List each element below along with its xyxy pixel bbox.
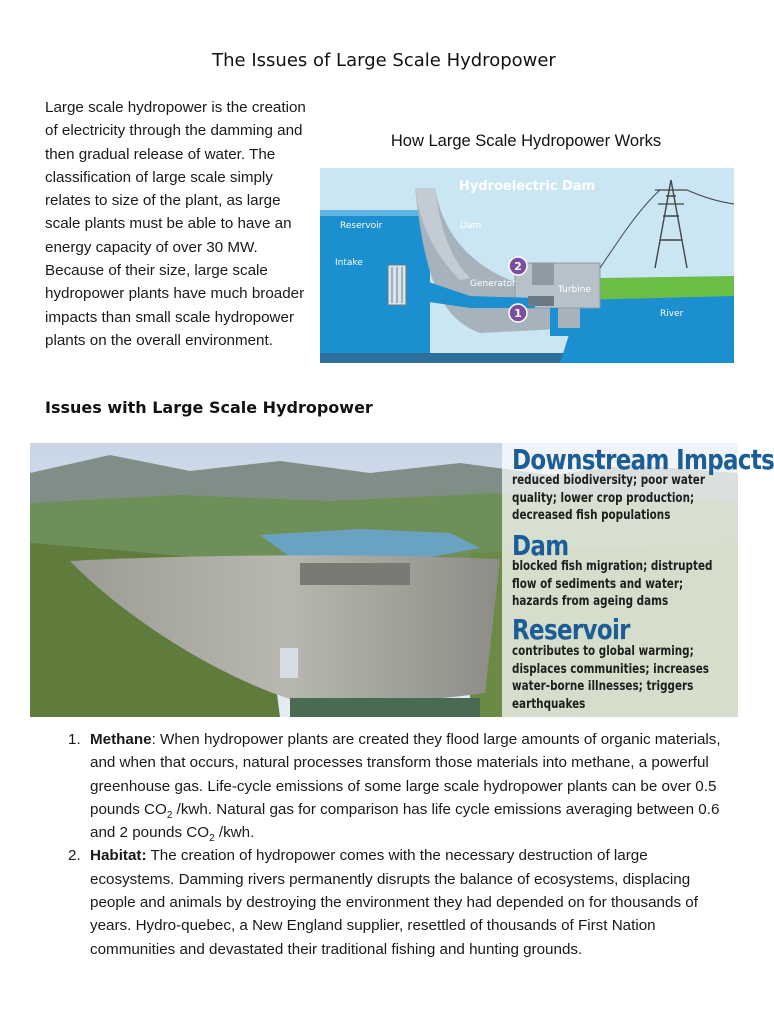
generator-label: Generator <box>470 279 516 289</box>
downstream-impacts-heading: Downstream Impacts <box>512 443 774 476</box>
spillway-water <box>280 648 298 678</box>
diagram-illustration <box>320 168 734 363</box>
downstream-impacts-text: reduced biodiversity; poor water quality; lower crop production; decreased fish populations <box>512 473 705 523</box>
dam-crest-structure <box>300 563 410 585</box>
list-number: 1. <box>68 731 81 748</box>
subscript: 2 <box>209 833 215 845</box>
reservoir-label: Reservoir <box>340 221 383 231</box>
river-label: River <box>660 309 684 319</box>
dam-text: blocked fish migration; distrupted flow of sediments and water; hazards from ageing dams <box>512 559 713 609</box>
page-title: The Issues of Large Scale Hydropower <box>212 50 556 71</box>
dam-photo <box>30 443 774 717</box>
list-number: 2. <box>68 847 81 865</box>
generator-unit <box>532 263 554 285</box>
marker-2-label: 2 <box>514 260 522 273</box>
issue-title-habitat: Habitat: <box>90 847 147 865</box>
impacts-overlay <box>502 443 774 717</box>
intro-paragraph: Large scale hydropower is the creation of electricity through the damming and then gradual release of water. The classification of large scale simply relates to size of the plant, as large scale plants must be able to have an energy capacity of over 30 MW. Because of their size, large scale hydropower plants have much broader impacts than small scale hydropower plants on the overall environment. <box>45 99 306 349</box>
issue-text: The creation of hydropower comes with the necessary destruction of large ecosystems. Damming rivers permanently disrupts the balance of ecosystems, displacing people and animals by destroying the environment they had depended on for thousands of years. Hydro-quebec, a New England supplier, resettled of thousands of First Nation communities and devastated their traditional fishing and hunting grounds. <box>90 847 698 958</box>
hydroelectric-dam-diagram <box>320 168 734 363</box>
subscript: 2 <box>166 809 173 821</box>
issue-title-methane: Methane <box>90 731 152 748</box>
dam-label: Dam <box>460 221 482 231</box>
issue-text: /kwh. <box>214 824 255 842</box>
turbine <box>528 296 554 306</box>
issues-list <box>68 728 728 961</box>
turbine-label: Turbine <box>558 285 591 295</box>
diagram-caption: How Large Scale Hydropower Works <box>390 132 662 150</box>
marker-1-label: 1 <box>514 307 522 320</box>
dam-heading: Dam <box>512 529 569 562</box>
reservoir-text: contributes to global warming; displaces communities; increases water-borne illnesses; triggers earthquakes <box>512 644 709 712</box>
reservoir-heading: Reservoir <box>512 613 630 646</box>
intake-label: Intake <box>335 258 363 268</box>
list-item <box>68 728 728 844</box>
diagram-title: Hydroelectric Dam <box>458 179 596 194</box>
section-heading: Issues with Large Scale Hydropower <box>45 398 373 417</box>
list-item <box>68 844 728 960</box>
issue-text: : When hydropower plants are created they flood large amounts of organic materials, and when that occurs, natural processes transform those materials into methane, a powerful greenhouse gas. Life-cycle emissions of some large scale hydropower plants can be over 0.5 pounds CO <box>90 731 721 818</box>
issue-text: /kwh. Natural gas for comparison has life cycle emissions averaging between 0.6 and 2 pounds CO <box>90 800 720 842</box>
